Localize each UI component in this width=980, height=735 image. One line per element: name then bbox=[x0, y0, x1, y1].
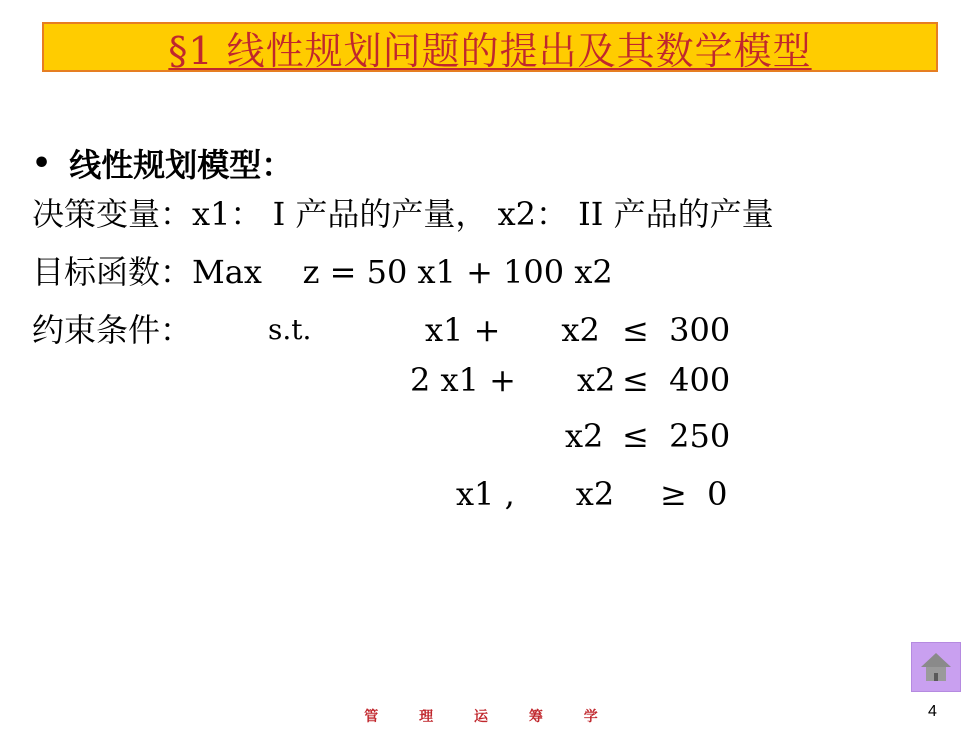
slide-title: §1 线性规划问题的提出及其数学模型 bbox=[168, 28, 812, 73]
constraint-2-lhs: 2 x1 + x2 bbox=[410, 361, 616, 399]
objective-label: 目标函数： bbox=[32, 253, 193, 291]
constraints-label: 约束条件： bbox=[32, 311, 193, 349]
decision-variables-line bbox=[32, 195, 774, 233]
objective-function-line bbox=[32, 253, 613, 291]
decision-label: 决策变量： bbox=[32, 195, 193, 233]
constraints-line bbox=[32, 311, 193, 349]
home-icon bbox=[919, 650, 953, 684]
decision-text: x1： I 产品的产量， x2： II 产品的产量 bbox=[192, 195, 774, 233]
constraint-1-rhs: ≤ 300 bbox=[622, 311, 731, 349]
slide-title-bar bbox=[42, 22, 938, 72]
constraint-3-lhs: x2 bbox=[565, 417, 604, 455]
bullet-symbol: • bbox=[32, 145, 52, 181]
constraint-2-rhs: ≤ 400 bbox=[622, 361, 731, 399]
bullet-heading bbox=[32, 140, 293, 186]
subject-to: s.t. bbox=[268, 313, 312, 346]
constraint-4-rhs: ≥ 0 bbox=[660, 475, 728, 513]
page-number: 4 bbox=[928, 703, 937, 720]
bullet-heading-text: 线性规划模型： bbox=[69, 146, 294, 184]
home-button[interactable] bbox=[911, 642, 961, 692]
objective-text: Max z = 50 x1 + 100 x2 bbox=[192, 253, 613, 291]
course-footer: 管 理 运 筹 学 bbox=[364, 709, 616, 725]
constraint-1-lhs: x1 + x2 bbox=[425, 311, 600, 349]
constraint-4-lhs: x1 , x2 bbox=[456, 475, 615, 513]
constraint-3-rhs: ≤ 250 bbox=[622, 417, 731, 455]
